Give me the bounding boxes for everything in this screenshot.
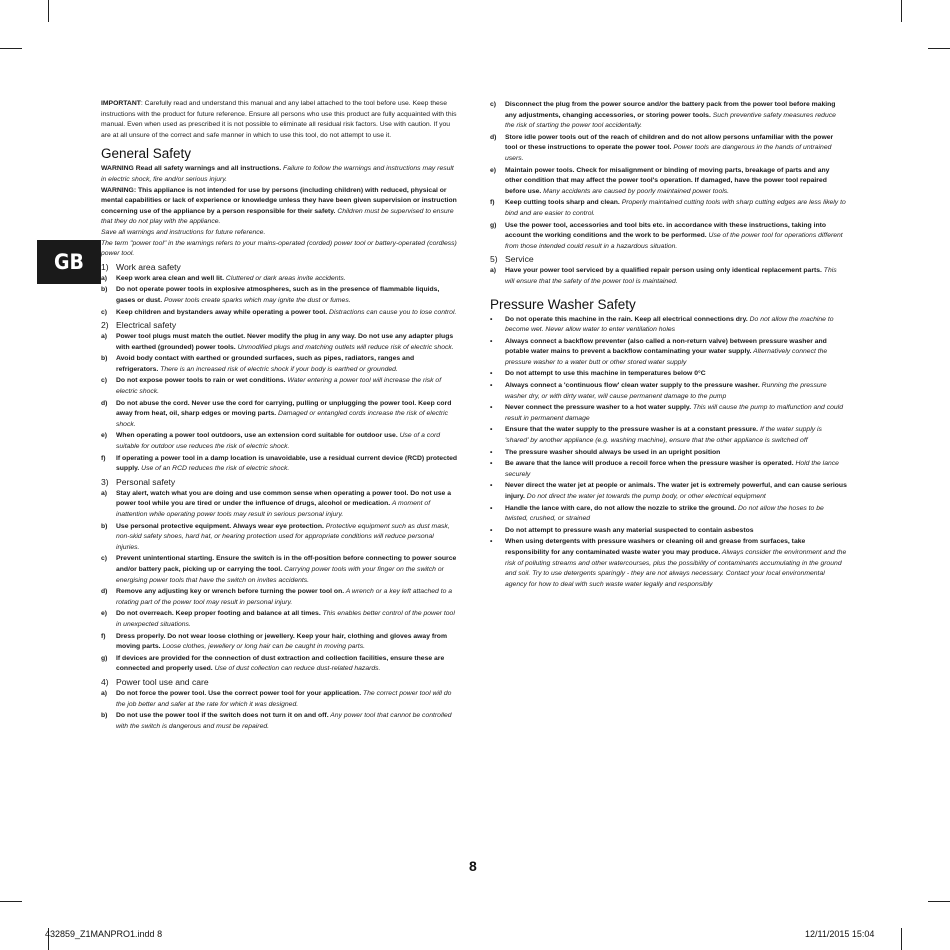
crop-mark: [0, 48, 22, 49]
list-item: [101, 454, 458, 475]
item-text: [116, 399, 458, 431]
right-column: [490, 99, 847, 590]
list-item: [490, 133, 847, 165]
work-area-list: [101, 274, 458, 318]
item-marker: g): [490, 221, 497, 229]
item-italic-text: Loose clothes, jewellery or long hair can be caught in moving parts.: [160, 643, 365, 651]
item-italic-text: Use of a cord suitable for outdoor use reduces the risk of electric shock.: [116, 432, 441, 451]
list-item: [490, 166, 847, 198]
power-tool-term: The term "power tool" in the warnings refers to your mains-operated (corded) power tool or battery-operated (cordless) power tool.: [101, 239, 457, 258]
item-marker: f): [101, 632, 106, 640]
page-number: 8: [469, 858, 477, 874]
item-bold-text: Stay alert, watch what you are doing and use common sense when operating a power tool. Do not use a power tool while you are tired or under the influence of drugs, alcohol or medication.: [116, 489, 451, 508]
item-text: [116, 554, 458, 586]
intro-lead: IMPORTANT: [101, 100, 141, 107]
item-bold-text: Remove any adjusting key or wrench before turning the power tool on.: [116, 588, 345, 596]
item-text: [116, 489, 458, 521]
item-text: [116, 354, 458, 375]
item-marker: •: [490, 460, 493, 468]
list-item: [101, 632, 458, 653]
subsection-heading: 3) Personal safety: [101, 476, 176, 487]
list-item: [101, 332, 458, 353]
item-italic-text: Use of an RCD reduces the risk of electric shock.: [139, 465, 290, 473]
item-marker: •: [490, 482, 493, 490]
item-marker: c): [101, 308, 108, 316]
list-item: [490, 369, 847, 380]
item-bold-text: Handle the lance with care, do not allow the nozzle to strike the ground.: [505, 504, 737, 512]
item-bold-text: Do not operate this machine in the rain. Keep all electrical connections dry.: [505, 315, 748, 323]
item-italic-text: If the water supply is 'shared' by another appliance (e.g. washing machine), ensure that the other appliance is switched off: [505, 426, 822, 445]
item-italic-text: Protective equipment such as dust mask, non-skid safety shoes, hard hat, or hearing protection used for appropriate conditions will reduce personal injuries.: [116, 522, 450, 551]
list-item: [490, 100, 847, 132]
item-marker: •: [490, 426, 493, 434]
item-marker: d): [101, 399, 108, 407]
item-text: [116, 332, 458, 353]
item-marker: •: [490, 538, 493, 546]
footer-file: 432859_Z1MANPRO1.indd 8: [45, 929, 163, 939]
item-marker: d): [101, 588, 108, 596]
item-text: [505, 369, 847, 380]
item-text: [505, 425, 847, 446]
item-marker: a): [101, 489, 108, 497]
item-text: [505, 221, 847, 253]
tool-use-list-continued: [490, 100, 847, 252]
item-marker: •: [490, 337, 493, 345]
list-item: [490, 448, 847, 459]
item-italic-text: This enables better control of the power tool in unexpected situations.: [116, 610, 455, 628]
item-text: [505, 381, 847, 402]
item-italic-text: Power tools are dangerous in the hands of untrained users.: [505, 144, 832, 162]
item-marker: c): [101, 377, 108, 385]
item-text: [505, 198, 847, 219]
item-marker: b): [101, 286, 108, 294]
item-italic-text: Such preventive safety measures reduce the risk of starting the power tool accidentally.: [505, 111, 836, 130]
item-italic-text: Do not allow the hoses to be twisted, crushed, or strained: [505, 504, 824, 523]
list-item: [101, 399, 458, 431]
item-bold-text: Do not abuse the cord. Never use the cord for carrying, pulling or unplugging the power tool. Keep cord away from heat, oil, sharp edges or moving parts.: [116, 399, 452, 418]
list-item: [101, 376, 458, 397]
item-bold-text: Ensure that the water supply to the pressure washer is at a constant pressure.: [505, 426, 759, 434]
item-italic-text: A wrench or a key left attached to a rotating part of the power tool may result in personal injury.: [116, 588, 453, 606]
item-bold-text: Prevent unintentional starting. Ensure the switch is in the off-position before connecting to power source and/or battery pack, picking up or carrying the tool.: [116, 555, 457, 573]
item-marker: a): [101, 689, 108, 697]
item-text: [505, 448, 847, 459]
list-item: [490, 315, 847, 336]
warning-1: WARNING Read all safety warnings and all instructions. Failure to follow the warnings and instructions may result in electric shock, fire and/or serious injury.: [101, 165, 454, 183]
item-text: [116, 376, 458, 397]
list-item: [490, 504, 847, 525]
electrical-safety-list: [101, 332, 458, 475]
list-item: [490, 481, 847, 502]
item-text: [505, 166, 847, 198]
item-text: [116, 308, 458, 319]
item-marker: •: [490, 370, 493, 378]
item-marker: •: [490, 504, 493, 512]
personal-safety-list: [101, 489, 458, 675]
item-text: [116, 285, 458, 306]
list-item: [490, 198, 847, 219]
item-bold-text: If devices are provided for the connection of dust extraction and collection facilities, ensure these are connected and properly used.: [116, 654, 445, 673]
item-text: [505, 337, 847, 369]
item-italic-text: Alternatively connect the pressure washer to a water butt or other stored water supply: [505, 348, 828, 366]
list-item: [101, 654, 458, 675]
list-item: [101, 489, 458, 521]
tool-use-list: [101, 689, 458, 732]
crop-mark: [901, 0, 902, 22]
list-item: [101, 711, 458, 732]
item-bold-text: Use personal protective equipment. Always wear eye protection.: [116, 522, 324, 530]
list-item: [490, 337, 847, 369]
item-italic-text: There is an increased risk of electric shock if your body is earthed or grounded.: [158, 365, 398, 373]
item-italic-text: Distractions can cause you to lose control.: [327, 308, 457, 316]
item-bold-text: Keep cutting tools sharp and clean.: [505, 199, 620, 207]
crop-mark: [928, 901, 950, 902]
list-item: [490, 425, 847, 446]
item-bold-text: Avoid body contact with earthed or grounded surfaces, such as pipes, radiators, ranges and refrigerators.: [116, 355, 415, 373]
item-bold-text: Maintain power tools. Check for misalignment or binding of moving parts, breakage of parts and any other condition that may affect the power tool's operation. If damaged, have the power tool repaired before use.: [505, 166, 830, 195]
item-italic-text: Any power tool that cannot be controlled with the switch is dangerous and must be repaired.: [116, 712, 452, 730]
item-marker: c): [490, 101, 497, 108]
list-item: [101, 689, 458, 710]
item-bold-text: The pressure washer should always be used in an upright position: [505, 448, 721, 456]
item-marker: b): [101, 522, 108, 530]
item-text: [505, 315, 847, 336]
item-text: [116, 274, 458, 285]
item-bold-text: Disconnect the plug from the power source and/or the battery pack from the power tool before making any adjustments, changing accessories, or storing power tools.: [505, 101, 836, 119]
item-marker: a): [101, 274, 108, 282]
item-text: [505, 526, 847, 537]
item-marker: a): [490, 267, 497, 275]
item-text: [116, 632, 458, 653]
item-text: [116, 711, 458, 732]
list-item: [490, 526, 847, 537]
item-marker: b): [101, 712, 108, 720]
list-item: [101, 587, 458, 608]
item-marker: e): [490, 166, 497, 174]
item-bold-text: Dress properly. Do not wear loose clothing or jewellery. Keep your hair, clothing and gloves away from moving parts.: [116, 632, 447, 651]
item-italic-text: Running the pressure washer dry, or with dirty water, will cause permanent damage to the pump: [505, 382, 827, 400]
footer-date: 12/11/2015 15:04: [805, 929, 875, 939]
item-marker: b): [101, 355, 108, 363]
item-bold-text: Do not force the power tool. Use the correct power tool for your application.: [116, 689, 362, 697]
item-italic-text: A moment of inattention while operating power tools may result in serious personal injury.: [116, 500, 431, 518]
item-bold-text: Do not attempt to pressure wash any material suspected to contain asbestos: [505, 526, 754, 534]
list-item: [101, 354, 458, 375]
item-marker: c): [101, 555, 108, 563]
save-instructions: Save all warnings and instructions for future reference.: [101, 228, 266, 236]
crop-mark: [928, 48, 950, 49]
item-bold-text: Always connect a backflow preventer (also called a non-return valve) between pressure washer and potable water mains to prevent a backflow contaminating your water supply.: [505, 337, 827, 356]
item-italic-text: Unmodified plugs and matching outlets will reduce risk of electric shock.: [235, 343, 454, 351]
item-bold-text: If operating a power tool in a damp location is unavoidable, use a residual current device (RCD) protected supply.: [116, 454, 458, 473]
item-bold-text: Never connect the pressure washer to a hot water supply.: [505, 404, 692, 412]
item-marker: a): [101, 333, 108, 341]
item-bold-text: Do not use the power tool if the switch does not turn it on and off.: [116, 712, 329, 720]
item-marker: •: [490, 448, 493, 456]
item-italic-text: Use of the power tool for operations different from those intended could result in a hazardous situation.: [505, 232, 843, 250]
item-text: [505, 403, 847, 424]
intro-text: : Carefully read and understand this manual and any label attached to the tool before use. Keep these instructions with the product for future reference. Ensure all persons who use this product are fully acquainted with this manual. Even when used as prescribed it is not possible to eliminate all residual risk factors. Use with caution. If you are at all unsure of the correct and safe manner in which to use this tool, do not attempt to use it.: [101, 100, 457, 139]
crop-mark: [901, 928, 902, 950]
item-bold-text: Always connect a 'continuous flow' clean water supply to the pressure washer.: [505, 382, 760, 390]
item-bold-text: Do not operate power tools in explosive atmospheres, such as in the presence of flammable liquids, gases or dust.: [116, 286, 440, 304]
pressure-washer-list: [490, 315, 847, 591]
item-bold-text: Be aware that the lance will produce a recoil force when the pressure washer is operated.: [505, 460, 794, 468]
general-safety-heading: General Safety: [101, 146, 192, 162]
item-italic-text: Properly maintained cutting tools with sharp cutting edges are less likely to bind and are easier to control.: [505, 199, 846, 217]
item-text: [505, 504, 847, 525]
item-italic-text: Cluttered or dark areas invite accidents.: [224, 274, 346, 282]
item-marker: f): [101, 454, 106, 462]
item-marker: •: [490, 315, 493, 323]
item-marker: e): [101, 432, 108, 440]
item-bold-text: Do not overreach. Keep proper footing and balance at all times.: [116, 610, 321, 618]
item-marker: f): [490, 199, 495, 207]
crop-mark: [48, 0, 49, 22]
item-italic-text: This will ensure that the safety of the power tool is maintained.: [505, 267, 837, 285]
list-item: [490, 537, 847, 590]
item-text: [505, 459, 847, 480]
item-text: [116, 654, 458, 675]
item-bold-text: Power tool plugs must match the outlet. Never modify the plug in any way. Do not use any adapter plugs with earthed (grounded) power tools.: [116, 333, 454, 351]
list-item: [490, 221, 847, 253]
list-item: [101, 554, 458, 586]
item-italic-text: Carrying power tools with your finger on the switch or energising power tools that have the switch on invites accidents.: [116, 565, 444, 584]
item-bold-text: Keep children and bystanders away while operating a power tool.: [116, 308, 328, 316]
item-text: [505, 100, 847, 132]
list-item: [101, 285, 458, 306]
item-italic-text: Hold the lance securely: [505, 460, 839, 478]
item-text: [505, 266, 847, 287]
item-marker: •: [490, 382, 493, 390]
list-item: [490, 459, 847, 480]
item-bold-text: When using detergents with pressure washers or cleaning oil and grease from surfaces, take responsibility for any contaminated waste water you may produce.: [505, 538, 806, 556]
item-italic-text: Power tools create sparks which may ignite the dust or fumes.: [162, 296, 351, 304]
subsection-heading: 2) Electrical safety: [101, 320, 177, 331]
item-italic-text: Do not direct the water jet towards the pump body, or other electrical equipment: [524, 493, 766, 500]
item-italic-text: The correct power tool will do the job better and safer at the rate for which it was designed.: [116, 689, 452, 708]
item-italic-text: Always consider the environment and the risk of polluting streams and other watercourses, plus the possibility of contaminants accumulating in the ground and soil. Try to use detergents sparingly - they are not always necessary. Contact your local environmental agency for how to deal with such waste water legally and responsibly: [505, 548, 847, 588]
subsection-heading: 4) Power tool use and care: [101, 676, 209, 687]
list-item: [490, 266, 847, 287]
crop-mark: [0, 901, 22, 902]
item-text: [505, 481, 847, 502]
item-text: [116, 587, 458, 608]
item-marker: e): [101, 610, 108, 618]
item-bold-text: Keep work area clean and well lit.: [116, 274, 225, 282]
item-text: [116, 431, 458, 452]
item-bold-text: Do not attempt to use this machine in temperatures below 0°C: [505, 370, 706, 378]
list-item: [101, 522, 458, 554]
item-text: [505, 537, 847, 590]
item-bold-text: When operating a power tool outdoors, use an extension cord suitable for outdoor use.: [116, 432, 398, 440]
list-item: [101, 274, 458, 285]
item-italic-text: Damaged or entangled cords increase the risk of electric shock.: [116, 410, 449, 428]
item-italic-text: Many accidents are caused by poorly maintained power tools.: [541, 187, 730, 195]
item-italic-text: Use of dust collection can reduce dust-related hazards.: [212, 665, 381, 673]
item-italic-text: Water entering a power tool will increase the risk of electric shock.: [116, 377, 442, 396]
item-text: [116, 689, 458, 710]
list-item: [101, 308, 458, 319]
item-marker: d): [490, 133, 497, 141]
list-item: [101, 431, 458, 452]
item-italic-text: Do not allow the machine to become wet. Never allow water to enter ventilation holes: [505, 315, 834, 334]
intro-paragraph: [101, 99, 458, 141]
item-bold-text: Do not expose power tools to rain or wet conditions.: [116, 377, 286, 385]
item-marker: g): [101, 654, 108, 662]
list-item: [101, 609, 458, 630]
list-item: [490, 381, 847, 402]
item-text: [116, 454, 458, 475]
pressure-washer-heading: Pressure Washer Safety: [490, 296, 636, 312]
subsection-heading: 1) Work area safety: [101, 261, 181, 272]
service-list: [490, 266, 847, 287]
item-marker: •: [490, 526, 493, 534]
language-tab: GB: [37, 240, 101, 284]
item-bold-text: Never direct the water jet at people or animals. The water jet is extremely powerful, and can cause serious injury.: [505, 482, 847, 500]
item-bold-text: Use the power tool, accessories and tool bits etc. in accordance with these instructions, taking into account the working conditions and the work to be performed.: [505, 221, 827, 240]
item-text: [505, 133, 847, 165]
warning-2: WARNING: This appliance is not intended for use by persons (including children) with reduced, physical or mental capabilities or lack of experience or knowledge unless they have been given supervision or instruction concerning use of the appliance by a person responsible for their safety. Children must be supervised to ensure that they do not play with the appliance.: [101, 186, 457, 226]
subsection-heading: 5) Service: [490, 254, 534, 265]
item-text: [116, 609, 458, 630]
left-column: [101, 99, 458, 732]
item-marker: •: [490, 404, 493, 412]
list-item: [490, 403, 847, 424]
item-italic-text: This will cause the pump to malfunction and could result in permanent damage: [505, 404, 843, 422]
item-bold-text: Store idle power tools out of the reach of children and do not allow persons unfamiliar with the power tool or these instructions to operate the power tool.: [505, 133, 834, 152]
item-bold-text: Have your power tool serviced by a qualified repair person using only identical replacement parts.: [505, 267, 822, 275]
item-text: [116, 522, 458, 554]
